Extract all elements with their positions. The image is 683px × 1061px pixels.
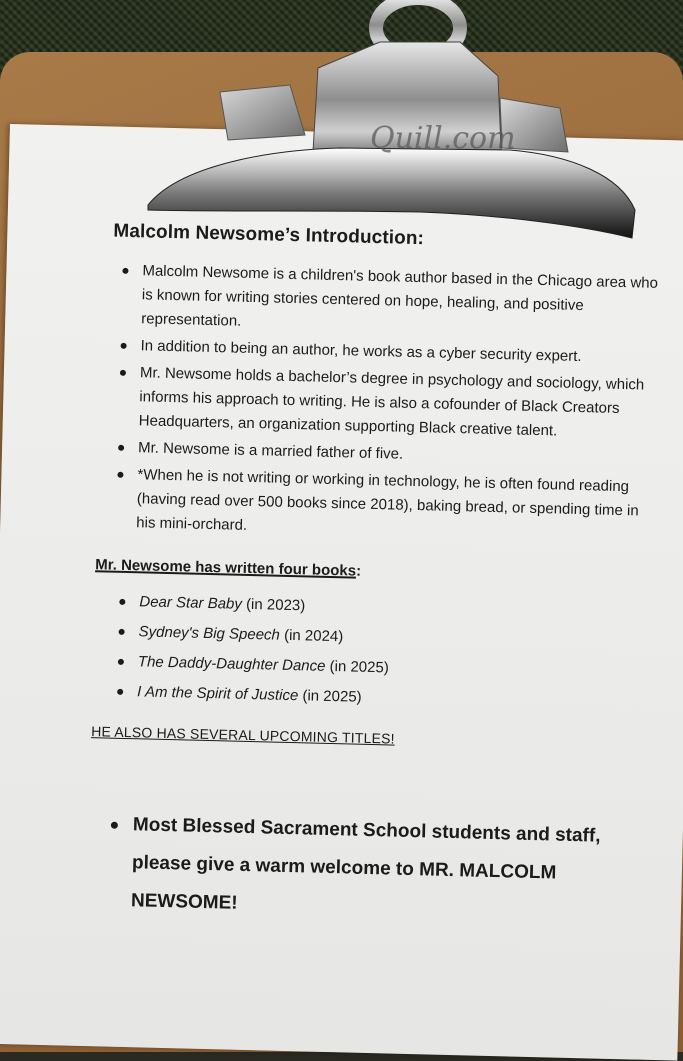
books-heading — [95, 556, 655, 587]
list-item — [92, 681, 652, 715]
list-item: Mr. Newsome holds a bachelor’s degree in psychology and sociology, which informs his approach to writing. He is also a cofounder of Black Creators Headquarters, an organization supporting Black creative talent. — [98, 360, 660, 446]
list-item — [93, 651, 653, 685]
book-year: (in 2023) — [245, 595, 306, 615]
book-year: (in 2025) — [329, 657, 390, 677]
list-item: In addition to being an author, he works as a cyber security expert. — [100, 333, 660, 371]
book-title: I Am the Spirit of Justice — [136, 683, 299, 705]
welcome-message: Most Blessed Sacrament School students and staff, please give a warm welcome to MR. MALCOLM NEWSOME! — [87, 805, 650, 933]
intro-list — [96, 258, 663, 548]
list-item: Mr. Newsome is a married father of five. — [98, 435, 658, 473]
document-title: Malcolm Newsome’s Introduction: — [113, 220, 425, 250]
list-item: *When he is not writing or working in technology, he is often found reading (having read over 500 books since 2018), baking bread, or spending time in his mini-orchard. — [96, 462, 658, 548]
upcoming-titles-note: HE ALSO HAS SEVERAL UPCOMING TITLES! — [90, 723, 395, 747]
paper-sheet — [0, 124, 683, 1061]
book-title: The Daddy-Daughter Dance — [137, 653, 326, 675]
list-item — [93, 621, 653, 655]
clip-brand-text: Quill.com — [370, 121, 516, 156]
clipboard-clip-icon — [140, 0, 640, 240]
books-heading-colon: : — [355, 562, 362, 580]
book-title: Dear Star Baby — [139, 593, 243, 613]
book-year: (in 2025) — [302, 687, 362, 706]
list-item: Malcolm Newsome is a children's book author based in the Chicago area who is known for writing stories centered on hope, healing, and positive representation. — [101, 258, 663, 344]
book-title: Sydney's Big Speech — [138, 623, 281, 644]
books-list — [92, 591, 655, 715]
list-item — [94, 591, 654, 625]
book-year: (in 2024) — [283, 626, 344, 646]
books-heading-text: Mr. Newsome has written four books — [95, 556, 357, 580]
document-content — [87, 220, 664, 932]
